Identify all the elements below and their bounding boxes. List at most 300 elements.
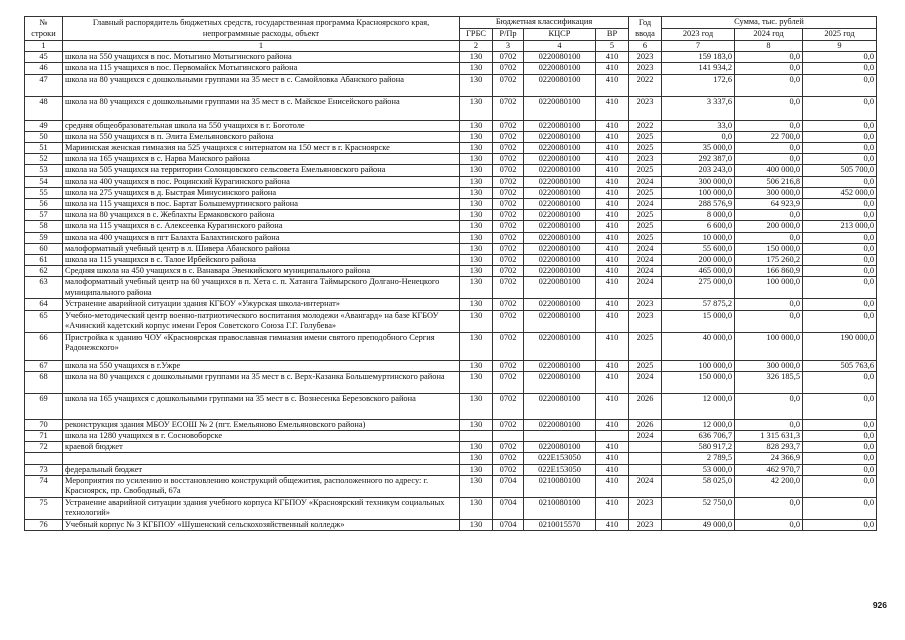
rpr-cell: 0702 (493, 187, 524, 198)
sum-2024-cell: 0,0 (735, 52, 803, 63)
row-number: 64 (25, 299, 63, 310)
sum-2023-cell: 100 000,0 (662, 360, 735, 371)
table-row (25, 431, 877, 442)
object-name: школа на 115 учащихся в пос. Бартат Большемуртинского района (63, 199, 460, 210)
sum-2024-cell: 100 000,0 (735, 277, 803, 299)
vr-cell: 410 (596, 74, 629, 96)
year-cell: 2024 (629, 199, 662, 210)
row-number: 61 (25, 255, 63, 266)
object-name: школа на 550 учащихся в г.Ужре (63, 360, 460, 371)
header-vr: ВР (596, 29, 629, 41)
sum-2023-cell: 292 387,0 (662, 154, 735, 165)
grbs-cell: 130 (460, 232, 493, 243)
sum-2025-cell: 0,0 (803, 74, 877, 96)
vr-cell: 410 (596, 96, 629, 120)
sum-2024-cell: 0,0 (735, 154, 803, 165)
vr-cell: 410 (596, 165, 629, 176)
sum-2025-cell: 0,0 (803, 210, 877, 221)
object-name: средняя общеобразовательная школа на 550 учащихся в г. Боготоле (63, 120, 460, 131)
header-kcsr: КЦСР (524, 29, 596, 41)
sum-2024-cell: 0,0 (735, 299, 803, 310)
row-number: 46 (25, 63, 63, 74)
sum-2024-cell: 400 000,0 (735, 165, 803, 176)
sum-2024-cell: 100 000,0 (735, 332, 803, 360)
kcsr-cell: 0220080100 (524, 74, 596, 96)
header-2024: 2024 год (735, 29, 803, 41)
vr-cell: 410 (596, 371, 629, 393)
grbs-cell: 130 (460, 143, 493, 154)
sum-2025-cell: 0,0 (803, 299, 877, 310)
row-number: 54 (25, 176, 63, 187)
sum-2025-cell: 505 763,6 (803, 360, 877, 371)
sum-2025-cell: 0,0 (803, 419, 877, 430)
kcsr-cell: 0220080100 (524, 176, 596, 187)
vr-cell: 410 (596, 52, 629, 63)
vr-cell: 410 (596, 393, 629, 419)
row-number: 71 (25, 431, 63, 442)
kcsr-cell: 0220080100 (524, 96, 596, 120)
year-cell: 2023 (629, 299, 662, 310)
vr-cell: 410 (596, 131, 629, 142)
kcsr-cell: 0220080100 (524, 277, 596, 299)
kcsr-cell: 0220080100 (524, 154, 596, 165)
sum-2025-cell: 0,0 (803, 243, 877, 254)
grbs-cell: 130 (460, 74, 493, 96)
year-cell: 2024 (629, 277, 662, 299)
kcsr-cell: 0210015570 (524, 519, 596, 530)
vr-cell: 410 (596, 266, 629, 277)
rpr-cell: 0702 (493, 464, 524, 475)
row-number: 76 (25, 519, 63, 530)
header-2025: 2025 год (803, 29, 877, 41)
sum-2023-cell: 275 000,0 (662, 277, 735, 299)
row-number: 53 (25, 165, 63, 176)
kcsr-cell: 0220080100 (524, 143, 596, 154)
year-cell (629, 464, 662, 475)
sum-2024-cell: 0,0 (735, 210, 803, 221)
kcsr-cell: 0220080100 (524, 299, 596, 310)
sum-2025-cell: 0,0 (803, 63, 877, 74)
vr-cell: 410 (596, 187, 629, 198)
row-number: 59 (25, 232, 63, 243)
object-name: школа на 400 учащихся в пгт Балахта Балахтинского района (63, 232, 460, 243)
rpr-cell: 0702 (493, 266, 524, 277)
grbs-cell: 130 (460, 464, 493, 475)
header-col-number: 3 (493, 41, 524, 52)
sum-2023-cell: 6 600,0 (662, 221, 735, 232)
sum-2025-cell: 0,0 (803, 393, 877, 419)
year-cell: 2024 (629, 176, 662, 187)
row-number (25, 453, 63, 464)
rpr-cell: 0702 (493, 277, 524, 299)
sum-2024-cell: 0,0 (735, 497, 803, 519)
vr-cell: 410 (596, 453, 629, 464)
year-cell: 2023 (629, 63, 662, 74)
object-name (63, 453, 460, 464)
object-name: школа на 115 учащихся в пос. Первомайск Мотыгинского района (63, 63, 460, 74)
table-row (25, 96, 877, 120)
grbs-cell: 130 (460, 176, 493, 187)
header-col-number: 9 (803, 41, 877, 52)
sum-2024-cell: 0,0 (735, 232, 803, 243)
rpr-cell: 0702 (493, 360, 524, 371)
row-number: 69 (25, 393, 63, 419)
year-cell: 2022 (629, 120, 662, 131)
table-row (25, 519, 877, 530)
header-budget-classification: Бюджетная классификация (460, 17, 629, 29)
sum-2023-cell: 0,0 (662, 131, 735, 142)
year-cell: 2025 (629, 221, 662, 232)
vr-cell: 410 (596, 442, 629, 453)
sum-2025-cell: 0,0 (803, 277, 877, 299)
grbs-cell: 130 (460, 199, 493, 210)
year-cell: 2023 (629, 52, 662, 63)
sum-2023-cell: 300 000,0 (662, 176, 735, 187)
sum-2023-cell: 10 000,0 (662, 232, 735, 243)
header-col-number: 6 (629, 41, 662, 52)
grbs-cell: 130 (460, 187, 493, 198)
rpr-cell: 0702 (493, 371, 524, 393)
rpr-cell: 0704 (493, 519, 524, 530)
table-row (25, 63, 877, 74)
table-row (25, 74, 877, 96)
year-cell: 2025 (629, 332, 662, 360)
sum-2023-cell: 35 000,0 (662, 143, 735, 154)
rpr-cell: 0702 (493, 176, 524, 187)
vr-cell: 410 (596, 255, 629, 266)
sum-2025-cell: 0,0 (803, 475, 877, 497)
kcsr-cell: 0220080100 (524, 63, 596, 74)
year-cell: 2023 (629, 519, 662, 530)
year-cell: 2026 (629, 393, 662, 419)
rpr-cell: 0702 (493, 96, 524, 120)
vr-cell: 410 (596, 232, 629, 243)
sum-2024-cell: 300 000,0 (735, 360, 803, 371)
year-cell: 2025 (629, 232, 662, 243)
table-row (25, 497, 877, 519)
grbs-cell: 130 (460, 419, 493, 430)
sum-2023-cell: 53 000,0 (662, 464, 735, 475)
kcsr-cell: 0220080100 (524, 199, 596, 210)
year-cell: 2023 (629, 154, 662, 165)
object-name: Средняя школа на 450 учащихся в с. Ванавара Эвенкийского муниципального района (63, 266, 460, 277)
sum-2023-cell: 150 000,0 (662, 371, 735, 393)
year-cell: 2025 (629, 165, 662, 176)
grbs-cell: 130 (460, 332, 493, 360)
sum-2023-cell: 636 706,7 (662, 431, 735, 442)
sum-2024-cell: 506 216,8 (735, 176, 803, 187)
sum-2025-cell: 452 000,0 (803, 187, 877, 198)
table-row (25, 143, 877, 154)
vr-cell: 410 (596, 210, 629, 221)
table-row (25, 221, 877, 232)
sum-2025-cell: 0,0 (803, 464, 877, 475)
grbs-cell: 130 (460, 442, 493, 453)
sum-2024-cell: 326 185,5 (735, 371, 803, 393)
row-number: 63 (25, 277, 63, 299)
object-name: Устранение аварийной ситуации здания КГБОУ «Ужурская школа-интернат» (63, 299, 460, 310)
row-number: 65 (25, 310, 63, 332)
object-name: краевой бюджет (63, 442, 460, 453)
sum-2024-cell: 828 293,7 (735, 442, 803, 453)
sum-2024-cell: 0,0 (735, 96, 803, 120)
grbs-cell: 130 (460, 277, 493, 299)
rpr-cell: 0702 (493, 52, 524, 63)
table-row (25, 442, 877, 453)
rpr-cell: 0702 (493, 143, 524, 154)
rpr-cell: 0702 (493, 243, 524, 254)
table-row (25, 187, 877, 198)
header-col-number: 4 (524, 41, 596, 52)
sum-2025-cell: 0,0 (803, 96, 877, 120)
rpr-cell: 0702 (493, 165, 524, 176)
rpr-cell: 0702 (493, 310, 524, 332)
object-name: малоформатный учебный центр на 60 учащихся в п. Хета с. п. Хатанга Таймырского Долгано-Ненецкого муниципального района (63, 277, 460, 299)
grbs-cell: 130 (460, 310, 493, 332)
page-number: 926 (872, 600, 887, 610)
grbs-cell: 130 (460, 393, 493, 419)
sum-2024-cell: 150 000,0 (735, 243, 803, 254)
row-number: 57 (25, 210, 63, 221)
kcsr-cell: 0220080100 (524, 360, 596, 371)
vr-cell: 410 (596, 497, 629, 519)
header-sum: Сумма, тыс. рублей (662, 17, 877, 29)
sum-2025-cell: 0,0 (803, 232, 877, 243)
sum-2023-cell: 203 243,0 (662, 165, 735, 176)
sum-2025-cell: 0,0 (803, 371, 877, 393)
kcsr-cell (524, 431, 596, 442)
rpr-cell: 0702 (493, 154, 524, 165)
grbs-cell: 130 (460, 243, 493, 254)
sum-2024-cell: 22 700,0 (735, 131, 803, 142)
table-row (25, 176, 877, 187)
grbs-cell: 130 (460, 165, 493, 176)
table-body (25, 52, 877, 531)
year-cell: 2023 (629, 96, 662, 120)
sum-2024-cell: 0,0 (735, 519, 803, 530)
kcsr-cell: 0210080100 (524, 475, 596, 497)
sum-2023-cell: 172,6 (662, 74, 735, 96)
year-cell: 2025 (629, 210, 662, 221)
rpr-cell: 0704 (493, 475, 524, 497)
row-number: 75 (25, 497, 63, 519)
grbs-cell: 130 (460, 210, 493, 221)
vr-cell: 410 (596, 120, 629, 131)
sum-2024-cell: 0,0 (735, 120, 803, 131)
grbs-cell: 130 (460, 371, 493, 393)
object-name: школа на 550 учащихся в п. Элита Емельяновского района (63, 131, 460, 142)
sum-2024-cell: 24 366,9 (735, 453, 803, 464)
sum-2024-cell: 300 000,0 (735, 187, 803, 198)
grbs-cell: 130 (460, 154, 493, 165)
vr-cell: 410 (596, 277, 629, 299)
sum-2025-cell: 0,0 (803, 266, 877, 277)
year-cell: 2025 (629, 360, 662, 371)
rpr-cell: 0702 (493, 393, 524, 419)
grbs-cell: 130 (460, 63, 493, 74)
row-number: 49 (25, 120, 63, 131)
rpr-cell: 0702 (493, 210, 524, 221)
grbs-cell: 130 (460, 255, 493, 266)
table-row (25, 475, 877, 497)
header-col-number: 5 (596, 41, 629, 52)
sum-2024-cell: 0,0 (735, 63, 803, 74)
kcsr-cell: 0220080100 (524, 419, 596, 430)
sum-2024-cell: 0,0 (735, 393, 803, 419)
header-rpr: Р/Пр (493, 29, 524, 41)
kcsr-cell: 0220080100 (524, 332, 596, 360)
kcsr-cell: 0220080100 (524, 310, 596, 332)
year-cell: 2025 (629, 143, 662, 154)
row-number: 50 (25, 131, 63, 142)
table-row (25, 266, 877, 277)
object-name: школа на 550 учащихся в пос. Мотыгино Мотыгинского района (63, 52, 460, 63)
sum-2023-cell: 12 000,0 (662, 393, 735, 419)
table-row (25, 232, 877, 243)
sum-2023-cell: 52 750,0 (662, 497, 735, 519)
grbs-cell: 130 (460, 131, 493, 142)
year-cell: 2024 (629, 255, 662, 266)
budget-table-sheet (24, 16, 876, 531)
sum-2024-cell: 42 200,0 (735, 475, 803, 497)
object-name: Учебный корпус № 3 КГБПОУ «Шушенский сельскохозяйственный колледж» (63, 519, 460, 530)
sum-2024-cell: 200 000,0 (735, 221, 803, 232)
table-row (25, 199, 877, 210)
table-row (25, 419, 877, 430)
object-name: Мариинская женская гимназия на 525 учащихся с интернатом на 150 мест в г. Красноярске (63, 143, 460, 154)
kcsr-cell: 0220080100 (524, 210, 596, 221)
year-cell: 2024 (629, 475, 662, 497)
table-row (25, 277, 877, 299)
grbs-cell (460, 431, 493, 442)
rpr-cell: 0702 (493, 221, 524, 232)
kcsr-cell: 0220080100 (524, 232, 596, 243)
header-col-number: 1 (63, 41, 460, 52)
object-name: школа на 165 учащихся в с. Нарва Манского района (63, 154, 460, 165)
sum-2024-cell: 0,0 (735, 74, 803, 96)
rpr-cell: 0702 (493, 442, 524, 453)
object-name: школа на 80 учащихся с дошкольными группами на 35 мест в с. Майское Енисейского района (63, 96, 460, 120)
object-name: школа на 80 учащихся с дошкольными группами на 35 мест в с. Самойловка Абанского района (63, 74, 460, 96)
kcsr-cell: 0220080100 (524, 255, 596, 266)
sum-2025-cell: 505 700,0 (803, 165, 877, 176)
sum-2023-cell: 12 000,0 (662, 419, 735, 430)
object-name: школа на 1280 учащихся в г. Сосновоборске (63, 431, 460, 442)
grbs-cell: 130 (460, 360, 493, 371)
object-name: школа на 115 учащихся в с. Талое Ирбейского района (63, 255, 460, 266)
rpr-cell: 0702 (493, 332, 524, 360)
row-number: 73 (25, 464, 63, 475)
grbs-cell: 130 (460, 266, 493, 277)
object-name: реконструкция здания МБОУ ЕСОШ № 2 (пгт. Емельяново Емельяновского района) (63, 419, 460, 430)
sum-2023-cell: 57 875,2 (662, 299, 735, 310)
year-cell: 2024 (629, 371, 662, 393)
row-number: 62 (25, 266, 63, 277)
kcsr-cell: 0220080100 (524, 120, 596, 131)
object-name: школа на 115 учащихся в с. Алексеевка Курагинского района (63, 221, 460, 232)
vr-cell: 410 (596, 519, 629, 530)
sum-2023-cell: 580 917,2 (662, 442, 735, 453)
rpr-cell: 0702 (493, 232, 524, 243)
sum-2025-cell: 0,0 (803, 442, 877, 453)
kcsr-cell: 0210080100 (524, 497, 596, 519)
year-cell: 2024 (629, 431, 662, 442)
table-row (25, 453, 877, 464)
object-name: федеральный бюджет (63, 464, 460, 475)
vr-cell: 410 (596, 199, 629, 210)
rpr-cell: 0702 (493, 131, 524, 142)
row-number: 74 (25, 475, 63, 497)
vr-cell: 410 (596, 221, 629, 232)
grbs-cell: 130 (460, 52, 493, 63)
grbs-cell: 130 (460, 519, 493, 530)
row-number: 45 (25, 52, 63, 63)
kcsr-cell: 0220080100 (524, 52, 596, 63)
kcsr-cell: 0220080100 (524, 131, 596, 142)
object-name: школа на 80 учащихся с дошкольными группами на 35 мест в с. Верх-Казанка Большемуртинского района (63, 371, 460, 393)
year-cell: 2024 (629, 243, 662, 254)
row-number: 58 (25, 221, 63, 232)
table-row (25, 165, 877, 176)
vr-cell: 410 (596, 475, 629, 497)
vr-cell: 410 (596, 143, 629, 154)
sum-2025-cell: 0,0 (803, 176, 877, 187)
sum-2025-cell: 0,0 (803, 310, 877, 332)
kcsr-cell: 022E153050 (524, 464, 596, 475)
kcsr-cell: 0220080100 (524, 221, 596, 232)
vr-cell: 410 (596, 176, 629, 187)
vr-cell: 410 (596, 419, 629, 430)
sum-2023-cell: 49 000,0 (662, 519, 735, 530)
header-col-number: 8 (735, 41, 803, 52)
grbs-cell: 130 (460, 120, 493, 131)
year-cell: 2025 (629, 131, 662, 142)
table-row (25, 299, 877, 310)
kcsr-cell: 0220080100 (524, 393, 596, 419)
object-name: Учебно-методический центр военно-патриотического воспитания молодежи «Авангард» на базе КГБОУ «Ачинский кадетский корпус имени Героя Советского Союза Г.Г. Голубева» (63, 310, 460, 332)
rpr-cell: 0704 (493, 497, 524, 519)
sum-2025-cell: 0,0 (803, 519, 877, 530)
sum-2023-cell: 200 000,0 (662, 255, 735, 266)
header-year: Год ввода (629, 17, 662, 41)
rpr-cell: 0702 (493, 120, 524, 131)
row-number: 48 (25, 96, 63, 120)
object-name: школа на 80 учащихся в с. Жеблахты Ермаковского района (63, 210, 460, 221)
sum-2024-cell: 175 260,2 (735, 255, 803, 266)
vr-cell: 410 (596, 154, 629, 165)
year-cell: 2023 (629, 310, 662, 332)
row-number: 67 (25, 360, 63, 371)
table-row (25, 360, 877, 371)
sum-2023-cell: 141 934,2 (662, 63, 735, 74)
sum-2025-cell: 0,0 (803, 497, 877, 519)
table-row (25, 255, 877, 266)
vr-cell: 410 (596, 332, 629, 360)
sum-2024-cell: 0,0 (735, 143, 803, 154)
sum-2024-cell: 166 860,9 (735, 266, 803, 277)
vr-cell: 410 (596, 310, 629, 332)
grbs-cell: 130 (460, 96, 493, 120)
row-number: 68 (25, 371, 63, 393)
year-cell: 2022 (629, 74, 662, 96)
rpr-cell: 0702 (493, 199, 524, 210)
kcsr-cell: 0220080100 (524, 371, 596, 393)
vr-cell: 410 (596, 360, 629, 371)
sum-2025-cell: 213 000,0 (803, 221, 877, 232)
sum-2025-cell: 0,0 (803, 255, 877, 266)
header-grbs: ГРБС (460, 29, 493, 41)
header-col-number: 1 (25, 41, 63, 52)
